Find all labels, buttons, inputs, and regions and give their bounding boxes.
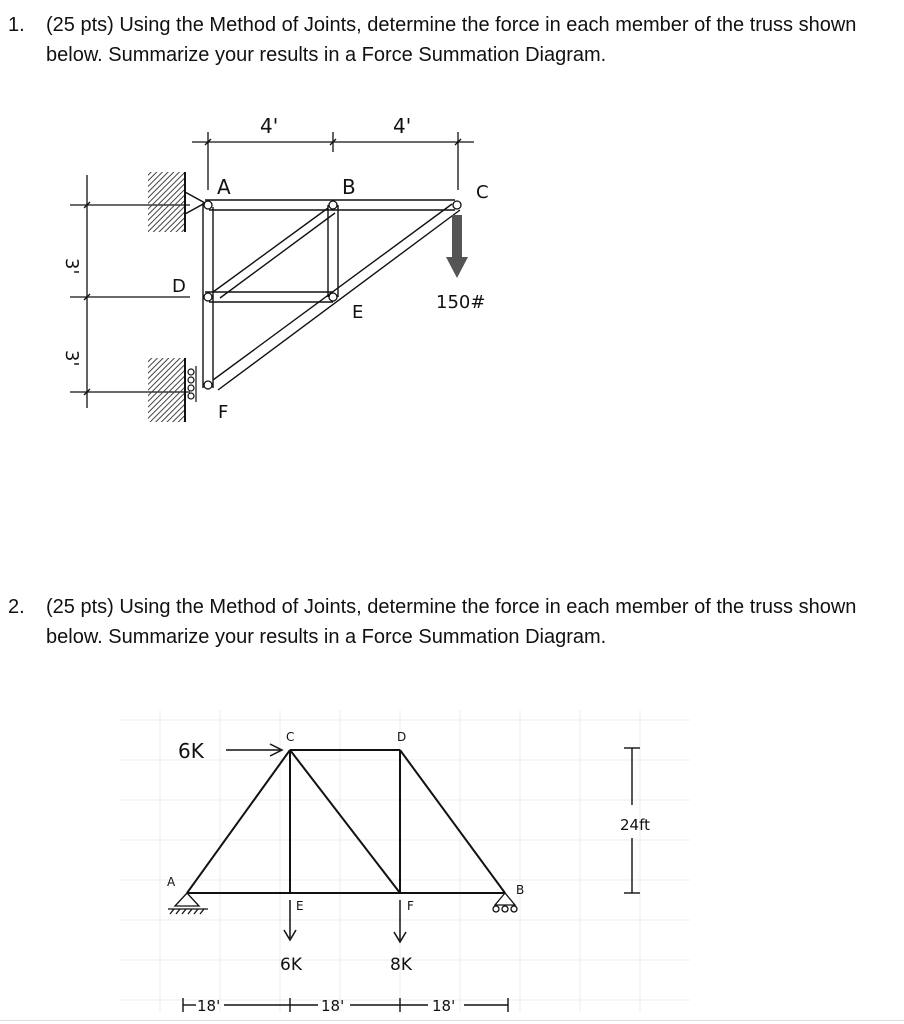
- load-label-e: 6K: [280, 955, 302, 975]
- dim-label-top-right: 4': [393, 114, 412, 138]
- truss-members: [187, 750, 505, 893]
- joint-label-e: E: [352, 302, 364, 323]
- joint-label-b: B: [516, 883, 525, 897]
- dim-label-lower-height: 3': [61, 350, 82, 367]
- truss-joints: [204, 201, 461, 389]
- truss-figure-2: [0, 700, 904, 1018]
- joint-label-c: C: [286, 730, 295, 744]
- wall-support-top: [148, 172, 184, 232]
- problem-number: 1.: [8, 14, 25, 36]
- load-label-horizontal: 6K: [178, 739, 204, 763]
- height-label: 24ft: [620, 816, 650, 834]
- joint-label-f: F: [218, 402, 229, 423]
- load-arrows: [226, 744, 406, 942]
- joint-label-d: D: [397, 730, 407, 744]
- dim-label-upper-height: 3': [61, 258, 82, 275]
- joint-label-d: D: [172, 276, 186, 297]
- dimension-lines: [70, 132, 474, 408]
- roller-support-b: [493, 893, 517, 912]
- span-label-3: 18': [432, 997, 456, 1015]
- joint-label-f: F: [407, 899, 414, 913]
- page-bottom-rule: [0, 1020, 904, 1021]
- joint-label-a: A: [217, 175, 231, 199]
- problem-statement: (25 pts) Using the Method of Joints, determine the force in each member of the truss shown below. Summarize your results in a Force Summation Diagram.: [46, 596, 857, 648]
- roller-support-f: [188, 366, 196, 402]
- span-label-2: 18': [321, 997, 345, 1015]
- problem-number: 2.: [8, 596, 25, 618]
- problem-statement: (25 pts) Using the Method of Joints, determine the force in each member of the truss shown below. Summarize your results in a Force Summation Diagram.: [46, 14, 857, 66]
- load-label: 150#: [436, 292, 486, 313]
- span-label-1: 18': [197, 997, 221, 1015]
- joint-label-a: A: [167, 875, 176, 889]
- dim-label-top-left: 4': [260, 114, 279, 138]
- wall-support-bottom: [148, 358, 184, 422]
- load-label-f: 8K: [390, 955, 412, 975]
- joint-label-c: C: [476, 182, 489, 203]
- joint-label-e: E: [296, 899, 304, 913]
- pin-support-a: [168, 893, 208, 914]
- truss-figure-1: [0, 100, 904, 440]
- joint-label-b: B: [342, 175, 356, 199]
- pin-support-a: [185, 192, 205, 214]
- load-arrow: [452, 215, 462, 257]
